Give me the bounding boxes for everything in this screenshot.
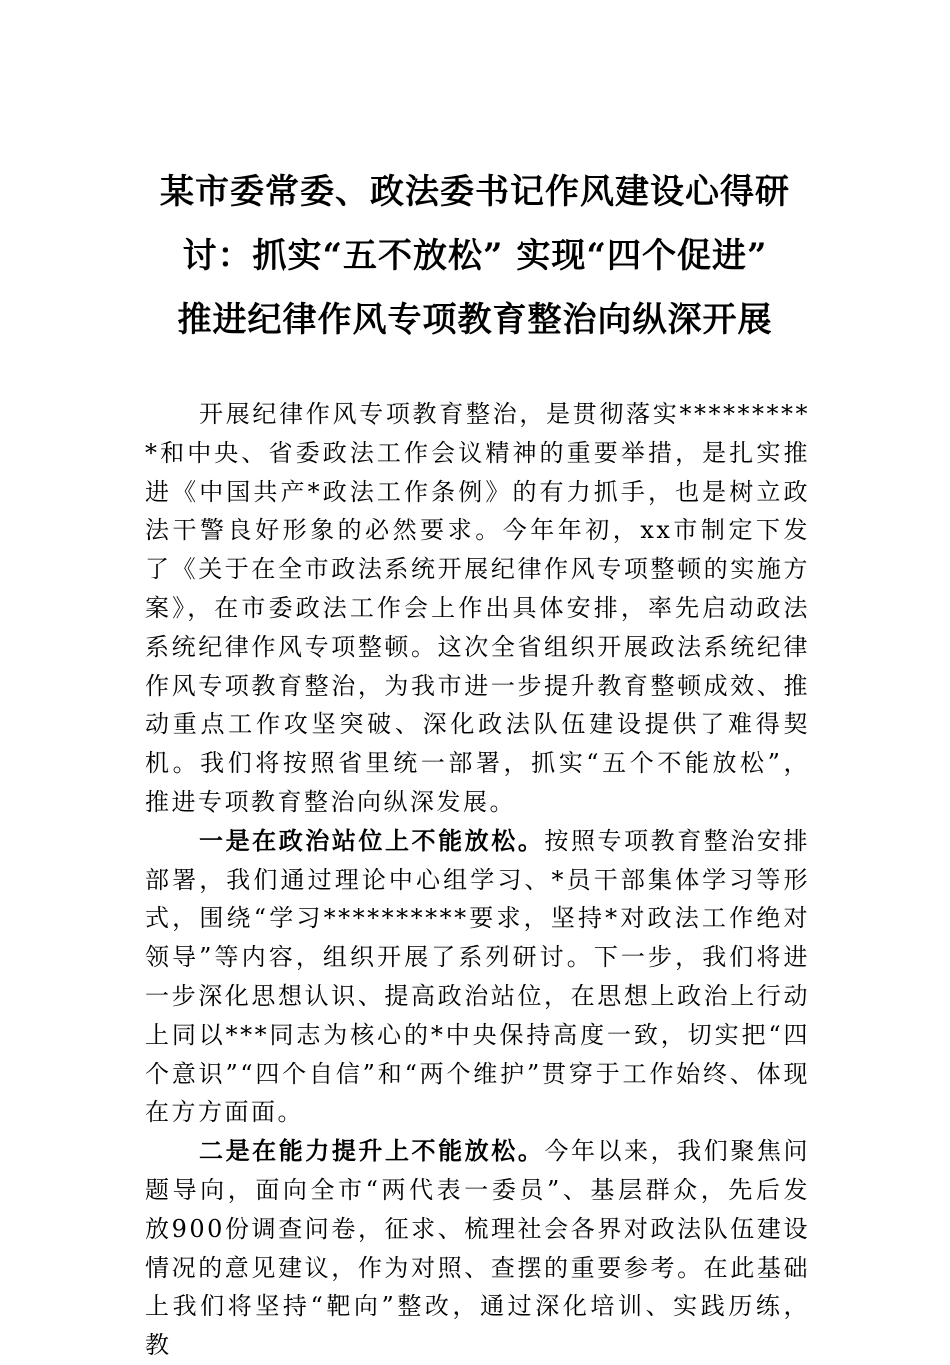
paragraph-lead: 一是在政治站位上不能放松。	[199, 825, 545, 855]
paragraph-text: 开展纪律作风专项教育整治，是贯彻落实**********和中央、省委政法工作会议精神的重要举措，是扎实推进《中国共产*政法工作条例》的有力抓手，也是树立政法干警良好形象的必然要求。今年年初，xx市制定下发了《关于在全市政法系统开展纪律作风专项整顿的实施方案》，在市委政法工作会上作出具体安排，率先启动政法系统纪律作风专项整顿。这次全省组织开展政法系统纪律作风专项教育整治，为我市进一步提升教育整顿成效、推动重点工作攻坚突破、深化政法队伍建设提供了难得契机。我们将按照省里统一部署，抓实“五个不能放松”，推进专项教育整治向纵深发展。	[145, 400, 810, 816]
paragraph-political-stance	[145, 822, 810, 1132]
paragraph-lead: 二是在能力提升上不能放松。	[199, 1136, 545, 1166]
paragraph-text: 今年以来，我们聚焦问题导向，面向全市“两代表一委员”、基层群众，先后发放900份调查问卷，征求、梳理社会各界对政法队伍建设情况的意见建议，作为对照、查摆的重要参考。在此基础上我们将坚持“靶向”整改，通过深化培训、实践历练，教	[145, 1137, 811, 1360]
paragraph-text: 按照专项教育整治安排部署，我们通过理论中心组学习、*员干部集体学习等形式，围绕“学习**********要求，坚持*对政法工作绝对领导”等内容，组织开展了系列研讨。下一步，我们将进一步深化思想认识、提高政治站位，在思想上政治上行动上同以***同志为核心的*中央保持高度一致，切实把“四个意识”“四个自信”和“两个维护”贯穿于工作始终、体现在方方面面。	[145, 826, 811, 1127]
title-line-2: 讨：抓实“五不放松” 实现“四个促进”	[182, 236, 768, 276]
title-line-3: 推进纪律作风专项教育整治向纵深开展	[177, 300, 773, 340]
paragraph-intro	[145, 395, 810, 822]
document-title	[140, 160, 810, 352]
paragraph-capability	[145, 1132, 810, 1365]
document-body	[145, 395, 810, 1365]
title-line-1: 某市委常委、政法委书记作风建设心得研	[160, 172, 790, 212]
